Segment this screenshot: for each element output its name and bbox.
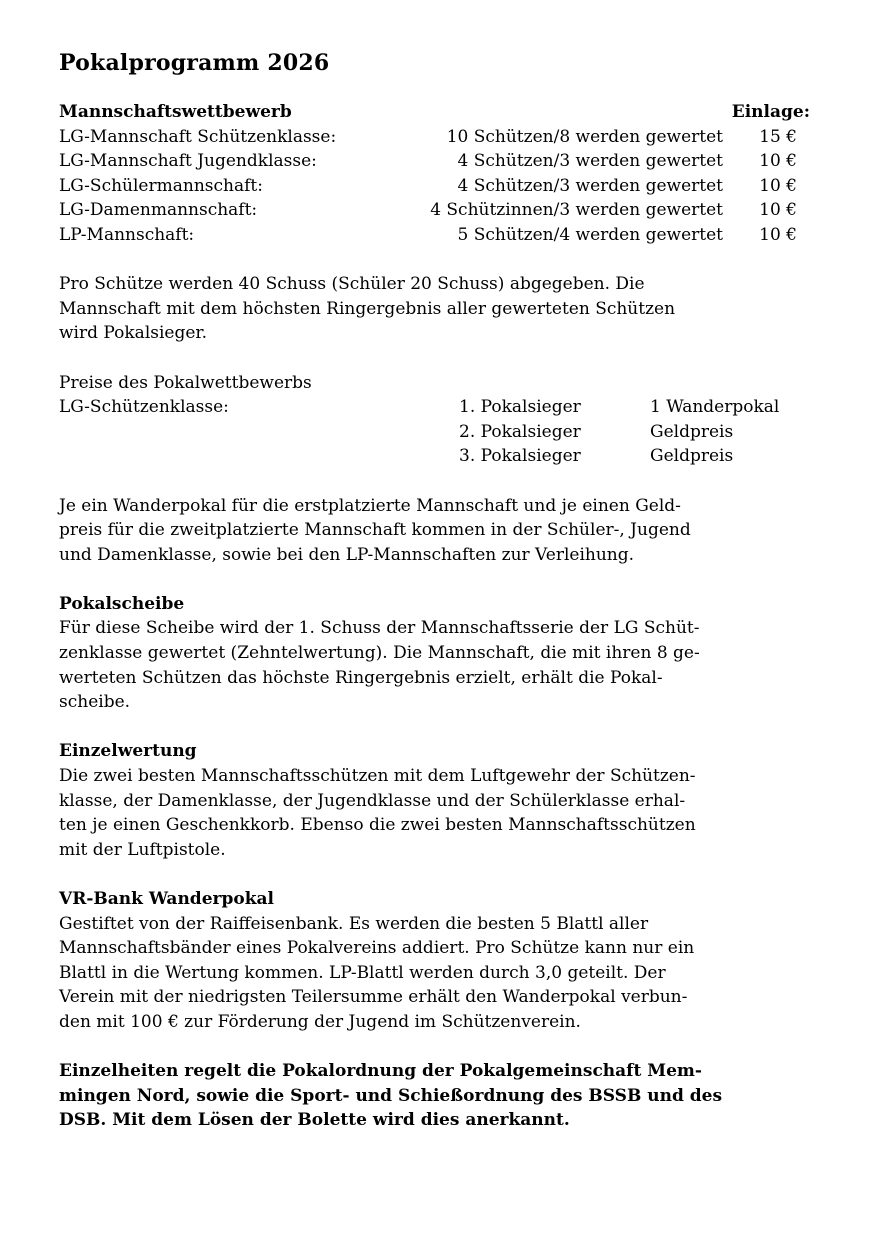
text-line-content: Mannschaft mit dem höchsten Ringergebnis aller gewerteten Schützen: [59, 298, 676, 319]
team-row-fee: 10 €: [759, 175, 797, 196]
text-line: [59, 961, 819, 986]
pokalscheibe-paragraph: [59, 616, 819, 714]
text-line: [59, 1059, 819, 1084]
text-line: [59, 494, 819, 519]
vrbank-paragraph: [59, 912, 819, 1035]
text-line-content: Die zwei besten Mannschaftsschützen mit dem Luftgewehr der Schützen-: [59, 766, 696, 787]
prize-value: Geldpreis: [650, 446, 734, 467]
text-line-content: zenklasse gewertet (Zehntelwertung). Die Mannschaft, die mit ihren 8 ge-: [59, 643, 700, 664]
text-line-content: mit der Luftpistole.: [59, 839, 226, 860]
team-row-name: LG-Mannschaft Jugendklasse:: [59, 151, 317, 172]
text-line-content: Blattl in die Wertung kommen. LP-Blattl werden durch 3,0 geteilt. Der: [59, 962, 666, 983]
text-line-content: wird Pokalsieger.: [59, 323, 208, 344]
text-line-content: preis für die zweitplatzierte Mannschaft kommen in der Schüler-, Jugend: [59, 520, 691, 541]
text-line-content: ten je einen Geschenkkorb. Ebenso die zwei besten Mannschaftsschützen: [59, 815, 696, 836]
text-line: [59, 297, 819, 322]
text-line: [59, 543, 819, 568]
text-line: [59, 838, 819, 863]
text-line-content: klasse, der Damenklasse, der Jugendklasse und der Schülerklasse erhal-: [59, 790, 686, 811]
text-line-content: werteten Schützen das höchste Ringergebnis erzielt, erhält die Pokal-: [59, 667, 663, 688]
text-line-content: Einzelheiten regelt die Pokalordnung der Pokalgemeinschaft Mem-: [59, 1061, 702, 1082]
text-line: [59, 789, 819, 814]
team-row-fee: 10 €: [759, 151, 797, 172]
team-row: [59, 174, 819, 199]
spacer: [59, 862, 819, 887]
text-line-content: Mannschaftsbänder eines Pokalvereins addiert. Pro Schütze kann nur ein: [59, 938, 695, 959]
team-row-name: LG-Schülermannschaft:: [59, 175, 263, 196]
prize-row: [59, 395, 819, 420]
team-row-name: LG-Damenmannschaft:: [59, 200, 258, 221]
prizes-heading-row: [59, 371, 819, 396]
page-title: Pokalprogramm 2026: [59, 50, 330, 76]
team-row: [59, 125, 819, 150]
section-heading-row: [59, 592, 819, 617]
spacer: [59, 248, 819, 273]
team-row: [59, 198, 819, 223]
team-header-row: [59, 100, 819, 125]
fee-heading: Einlage:: [731, 102, 810, 122]
prize-place: 1. Pokalsieger: [459, 397, 581, 418]
text-line: [59, 912, 819, 937]
spacer: [59, 469, 819, 494]
einzelwertung-paragraph: [59, 764, 819, 862]
text-line-content: und Damenklasse, sowie bei den LP-Mannschaften zur Verleihung.: [59, 544, 635, 565]
prize-value: Geldpreis: [650, 421, 734, 442]
text-line: [59, 518, 819, 543]
text-line-content: den mit 100 € zur Förderung der Jugend im Schützenverein.: [59, 1011, 581, 1032]
team-row-desc: 4 Schützen/3 werden gewertet: [457, 175, 723, 196]
team-row: [59, 223, 819, 248]
text-line: [59, 985, 819, 1010]
text-line-content: Je ein Wanderpokal für die erstplatzierte Mannschaft und je einen Geld-: [59, 495, 681, 516]
text-line-content: Verein mit der niedrigsten Teilersumme erhält den Wanderpokal verbun-: [59, 987, 688, 1008]
prize-place: 2. Pokalsieger: [459, 421, 581, 442]
spacer: [59, 567, 819, 592]
team-row-desc: 10 Schützen/8 werden gewertet: [446, 126, 723, 147]
text-line: [59, 936, 819, 961]
text-line: [59, 641, 819, 666]
text-line: [59, 616, 819, 641]
prize-row: [59, 420, 819, 445]
text-line-content: Gestiftet von der Raiffeisenbank. Es werden die besten 5 Blattl aller: [59, 913, 649, 934]
prize-category: LG-Schützenklasse:: [59, 397, 229, 418]
text-line: [59, 1010, 819, 1035]
prize-value: 1 Wanderpokal: [650, 397, 780, 418]
team-row-fee: 10 €: [759, 224, 797, 245]
team-row-fee: 15 €: [759, 126, 797, 147]
team-row-desc: 5 Schützen/4 werden gewertet: [457, 224, 723, 245]
text-line-content: DSB. Mit dem Lösen der Bolette wird dies anerkannt.: [59, 1110, 570, 1131]
text-line-content: mingen Nord, sowie die Sport- und Schießordnung des BSSB und des: [59, 1085, 723, 1106]
prizes-heading: Preise des Pokalwettbewerbs: [59, 372, 312, 393]
spacer: [59, 346, 819, 371]
prizes-paragraph: [59, 494, 819, 568]
text-line: [59, 813, 819, 838]
pokalscheibe-heading: Pokalscheibe: [59, 593, 185, 614]
prize-place: 3. Pokalsieger: [459, 446, 581, 467]
text-line-content: Für diese Scheibe wird der 1. Schuss der Mannschaftsserie der LG Schüt-: [59, 618, 700, 639]
spacer: [59, 715, 819, 740]
team-row-name: LG-Mannschaft Schützenklasse:: [59, 126, 337, 147]
section-heading-row: [59, 739, 819, 764]
team-heading: Mannschaftswettbewerb: [59, 102, 292, 122]
team-row-desc: 4 Schützinnen/3 werden gewertet: [430, 200, 723, 221]
prize-row: [59, 444, 819, 469]
team-row-fee: 10 €: [759, 200, 797, 221]
text-line: [59, 1084, 819, 1109]
einzelwertung-heading: Einzelwertung: [59, 741, 197, 762]
team-rules-paragraph: [59, 272, 819, 346]
text-line-content: scheibe.: [59, 692, 131, 713]
closing-paragraph: [59, 1059, 819, 1133]
text-line: [59, 764, 819, 789]
team-row-desc: 4 Schützen/3 werden gewertet: [457, 151, 723, 172]
section-heading-row: [59, 887, 819, 912]
text-line: [59, 666, 819, 691]
vrbank-heading: VR-Bank Wanderpokal: [59, 889, 274, 909]
text-line: [59, 1108, 819, 1133]
document-body: [59, 100, 819, 1133]
document-page: [59, 46, 819, 1133]
text-line-content: Pro Schütze werden 40 Schuss (Schüler 20 Schuss) abgegeben. Die: [59, 274, 645, 295]
spacer: [59, 1035, 819, 1060]
team-row-name: LP-Mannschaft:: [59, 224, 195, 245]
text-line: [59, 321, 819, 346]
text-line: [59, 690, 819, 715]
text-line: [59, 272, 819, 297]
team-row: [59, 149, 819, 174]
